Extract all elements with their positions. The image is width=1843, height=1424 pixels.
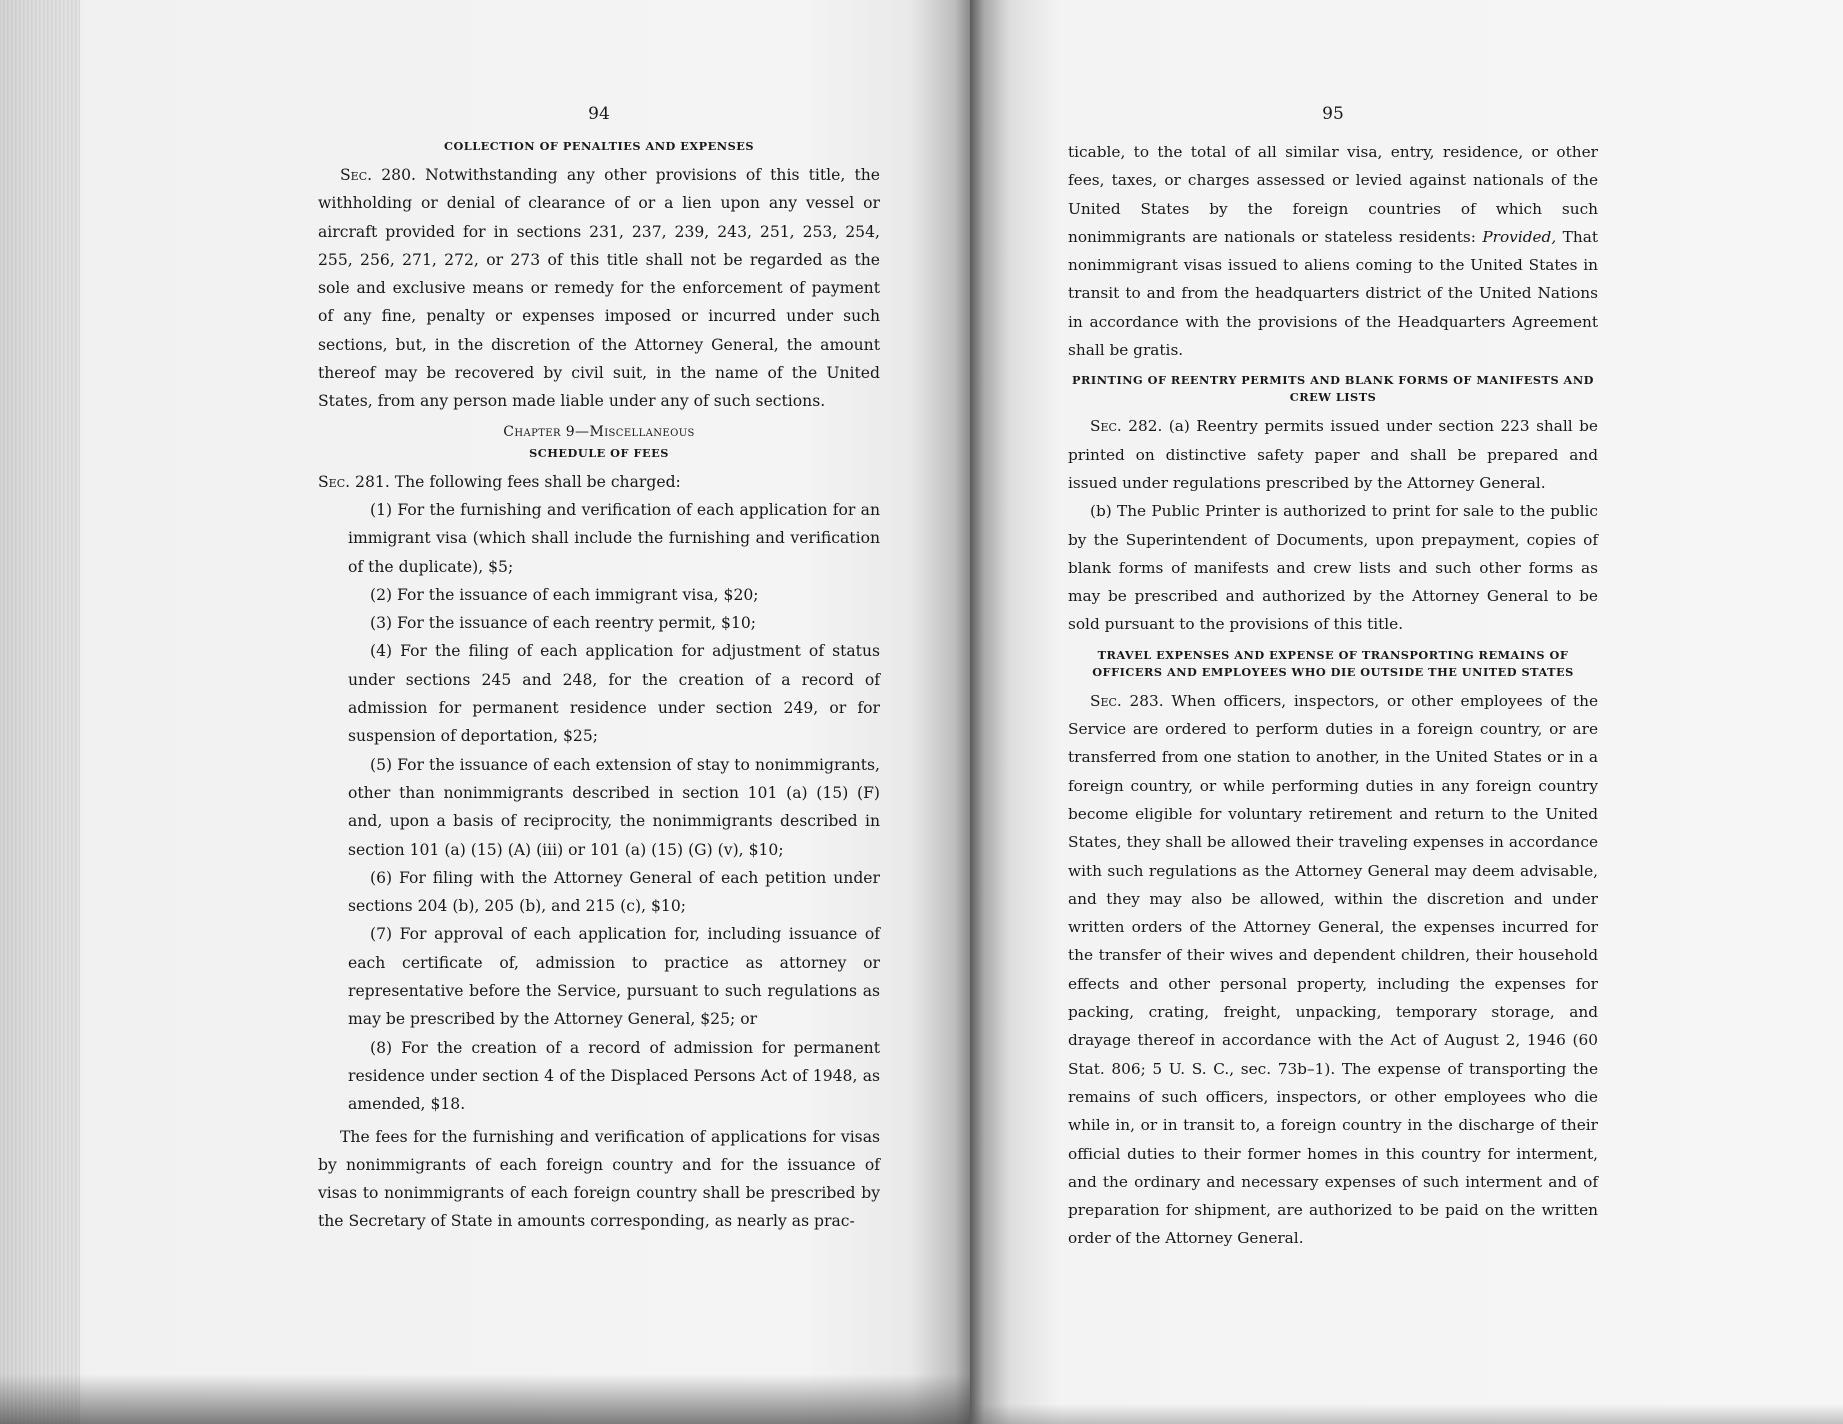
section-heading: PRINTING OF REENTRY PERMITS AND BLANK FORMS OF MANIFESTS AND CREW LISTS [1072, 373, 1594, 405]
fee-list [318, 496, 880, 1119]
page-shadow [970, 1404, 1843, 1424]
page-edges [0, 0, 80, 1424]
left-text-column [318, 104, 880, 1236]
fee-item: (3) For the issuance of each reentry permit, $10; [370, 614, 757, 633]
fee-item: (1) For the furnishing and verification of each application for an immigrant visa (which shall include the furnishing and verification of the duplicate), $5; [348, 500, 880, 576]
sec-281-text: 281. The following fees shall be charged: [350, 472, 681, 491]
sec-280-text: 280. Notwithstanding any other provisions of this title, the withholding or denial of clearance of or a lien upon any vessel or aircraft provided for in sections 231, 237, 239, 243, 251, 253, 254, 255, 256, 271, 272, or 273 of this title shall not be regarded as the sole and exclusive means or remedy for the enforcement of payment of any fine, penalty or expenses imposed or incurred under such sections, but, in the discretion of the Attorney General, the amount thereof may be recovered by civil suit, in the name of the United States, from any person made liable under any of such sections. [318, 166, 880, 411]
section-heading: TRAVEL EXPENSES AND EXPENSE OF TRANSPORTING REMAINS OF OFFICERS AND EMPLOYEES WHO DIE OUTSIDE THE UNITED STATES [1092, 647, 1574, 679]
fee-item: (6) For filing with the Attorney General of each petition under sections 204 (b), 205 (b), and 215 (c), $10; [348, 868, 880, 916]
fee-item: (2) For the issuance of each immigrant visa, $20; [370, 585, 759, 604]
page-number: 94 [588, 104, 610, 124]
continuation-paragraph [1068, 138, 1598, 364]
fee-item: (8) For the creation of a record of admission for permanent residence under section 4 of the Displaced Persons Act of 1948, as amended, $18. [348, 1038, 880, 1114]
fee-item: (7) For approval of each application for, including issuance of each certificate of, admission to practice as attorney or representative before the Service, pursuant to such regulations as may be prescribed by the Attorney General, $25; or [348, 925, 880, 1029]
closing-paragraph: The fees for the furnishing and verification of applications for visas by nonimmigrants of each foreign country and for the issuance of visas to nonimmigrants of each foreign country shall be prescribed by the Secretary of State in amounts corresponding, as nearly as prac- [318, 1127, 880, 1231]
page-shadow [0, 1374, 970, 1424]
sec-281-paragraph [318, 468, 880, 496]
fee-item: (4) For the filing of each application for adjustment of status under sections 245 and 248, for the creation of a record of admission for permanent residence under section 249, or for suspension of deportation, $25; [348, 642, 880, 746]
sec-label: Sec. [1090, 417, 1122, 436]
right-page [970, 0, 1843, 1424]
provided-italic: Provided, [1482, 227, 1557, 246]
sec-283-text: 283. When officers, inspectors, or other employees of the Service are ordered to perform duties in a foreign country, or are transferred from one station to another, in the United States or in a foreign country, or while performing duties in any foreign country become eligible for voluntary retirement and return to the United States, they shall be allowed their traveling expenses in accordance with such regulations as the Attorney General may deem advisable, and they may also be allowed, within the discretion and under written orders of the Attorney General, the expenses incurred for the transfer of their wives and dependent children, their household effects and other personal property, including the expenses for packing, crating, freight, unpacking, temporary storage, and drayage thereof in accordance with the Act of August 2, 1946 (60 Stat. 806; 5 U. S. C., sec. 73b–1). The expense of transporting the remains of such officers, inspectors, or other employees who die while in, or in transit to, a foreign country in the discharge of their official duties to their former homes in this country for interment, and the ordinary and necessary expenses of such interment and of preparation for shipment, are authorized to be paid on the written order of the Attorney General. [1068, 691, 1598, 1248]
page-number: 95 [1322, 104, 1344, 124]
right-text-column [1068, 104, 1598, 1253]
schedule-heading: SCHEDULE OF FEES [529, 445, 669, 460]
section-heading: COLLECTION OF PENALTIES AND EXPENSES [443, 139, 755, 153]
sec-283-paragraph [1068, 687, 1598, 1253]
chapter-title [318, 422, 880, 442]
continuation-text: That nonimmigrant visas issued to aliens coming to the United States in transit to and from the headquarters district of the United Nations in accordance with the provisions of the Headquarters Agreement shall be gratis. [1068, 227, 1598, 360]
sec-280-paragraph [318, 161, 880, 416]
sec-label: Sec. [1090, 691, 1122, 710]
sec-282b-paragraph: (b) The Public Printer is authorized to print for sale to the public by the Superintendent of Documents, upon prepayment, copies of blank forms of manifests and crew lists and such other forms as may be prescribed and authorized by the Attorney General to be sold pursuant to the provisions of this title. [1068, 502, 1598, 634]
sec-label: Sec. [318, 472, 351, 491]
chapter-title-text: Chapter 9—Miscellaneous [503, 423, 695, 440]
sec-282a-text: 282. (a) Reentry permits issued under section 223 shall be printed on distinctive safety paper and shall be prepared and issued under regulations prescribed by the Attorney General. [1068, 417, 1598, 492]
sec-label: Sec. [340, 166, 373, 184]
fee-item: (5) For the issuance of each extension of stay to nonimmigrants, other than nonimmigrants described in section 101 (a) (15) (F) and, upon a basis of reciprocity, the nonimmigrants described in section 101 (a) (15) (A) (iii) or 101 (a) (15) (G) (v), $10; [348, 755, 880, 859]
sec-282a-paragraph [1068, 412, 1598, 497]
continuation-text: ticable, to the total of all similar visa, entry, residence, or other fees, taxes, or charges assessed or levied against nationals of the United States by the foreign countries of which such nonimmigrants are nationals or stateless residents: [1068, 143, 1598, 246]
